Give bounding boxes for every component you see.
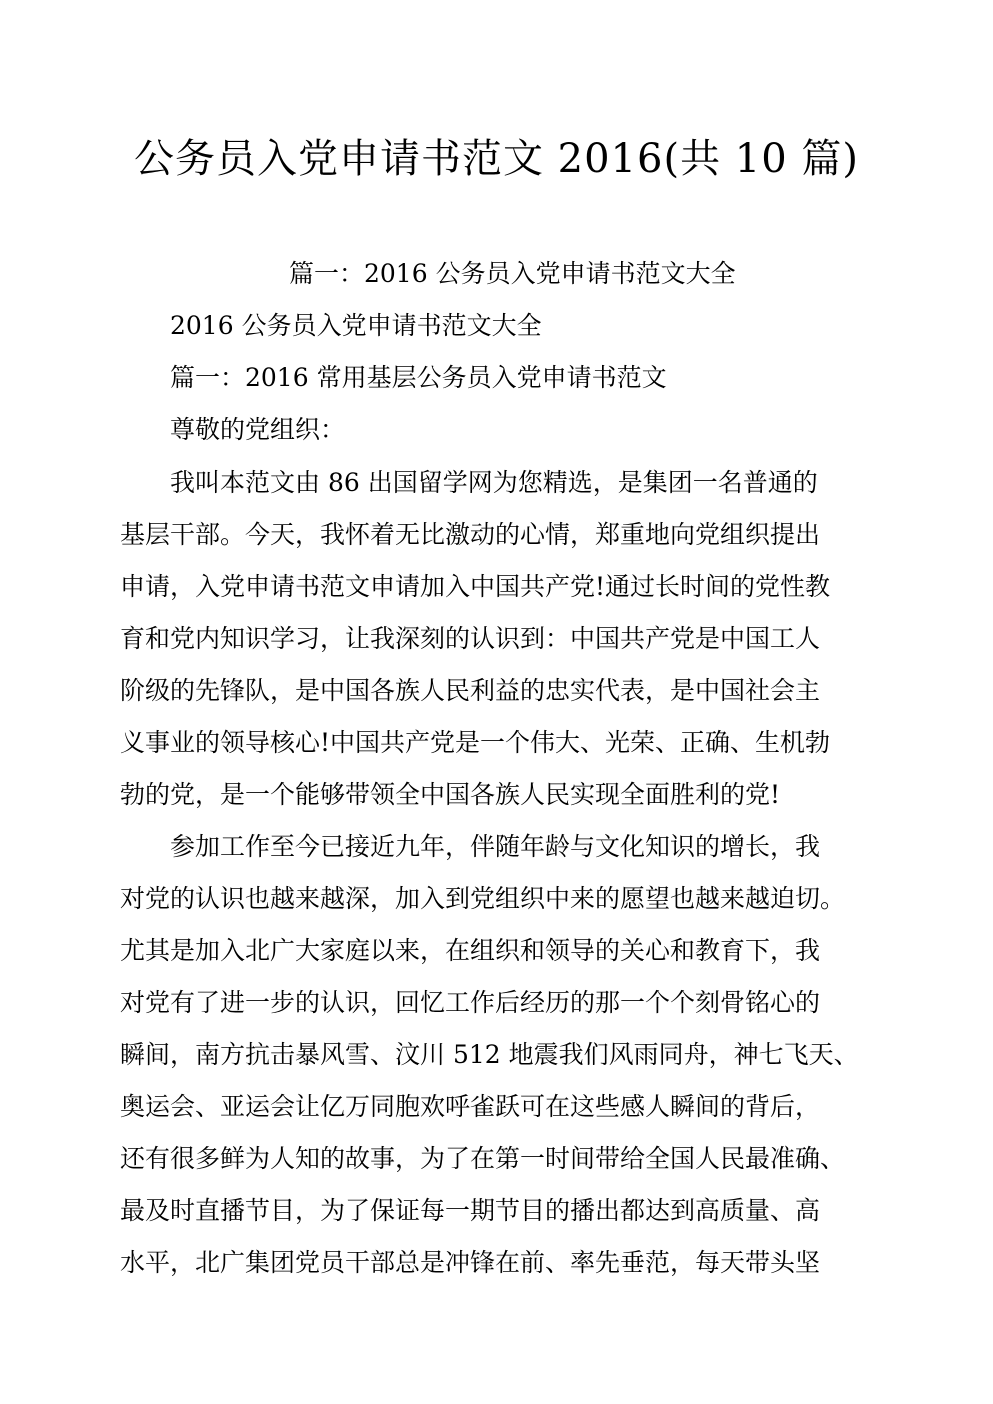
article-heading: 篇一：2016 常用基层公务员入党申请书范文 <box>170 363 667 392</box>
subheading: 2016 公务员入党申请书范文大全 <box>170 311 542 340</box>
body-line: 瞬间，南方抗击暴风雪、汶川 512 地震我们风雨同舟，神七飞天、 <box>120 1040 859 1069</box>
body-line: 尤其是加入北广大家庭以来，在组织和领导的关心和教育下，我 <box>120 936 821 965</box>
body-line: 最及时直播节目，为了保证每一期节目的播出都达到高质量、高 <box>120 1196 821 1225</box>
body-line: 对党有了进一步的认识，回忆工作后经历的那一个个刻骨铭心的 <box>120 988 821 1017</box>
body-line: 还有很多鲜为人知的故事，为了在第一时间带给全国人民最准确、 <box>120 1144 846 1173</box>
body-line: 义事业的领导核心!中国共产党是一个伟大、光荣、正确、生机勃 <box>120 728 831 757</box>
body-line: 勃的党，是一个能够带领全中国各族人民实现全面胜利的党! <box>120 780 781 809</box>
salutation: 尊敬的党组织： <box>170 415 346 444</box>
body-line: 育和党内知识学习，让我深刻的认识到：中国共产党是中国工人 <box>120 624 821 653</box>
body-line: 水平，北广集团党员干部总是冲锋在前、率先垂范，每天带头坚 <box>120 1248 821 1277</box>
body-line: 申请，入党申请书范文申请加入中国共产党!通过长时间的党性教 <box>120 572 831 601</box>
body-line: 对党的认识也越来越深，加入到党组织中来的愿望也越来越迫切。 <box>120 884 846 913</box>
section-heading: 篇一：2016 公务员入党申请书范文大全 <box>289 259 736 288</box>
body-line: 阶级的先锋队，是中国各族人民利益的忠实代表，是中国社会主 <box>120 676 821 705</box>
body-line: 基层干部。今天，我怀着无比激动的心情，郑重地向党组织提出 <box>120 520 821 549</box>
document-title: 公务员入党申请书范文 2016(共 10 篇) <box>133 136 860 182</box>
body-line: 我叫本范文由 86 出国留学网为您精选，是集团一名普通的 <box>170 468 818 497</box>
body-line: 奥运会、亚运会让亿万同胞欢呼雀跃可在这些感人瞬间的背后， <box>120 1092 821 1121</box>
body-line: 参加工作至今已接近九年，伴随年龄与文化知识的增长，我 <box>170 832 821 861</box>
